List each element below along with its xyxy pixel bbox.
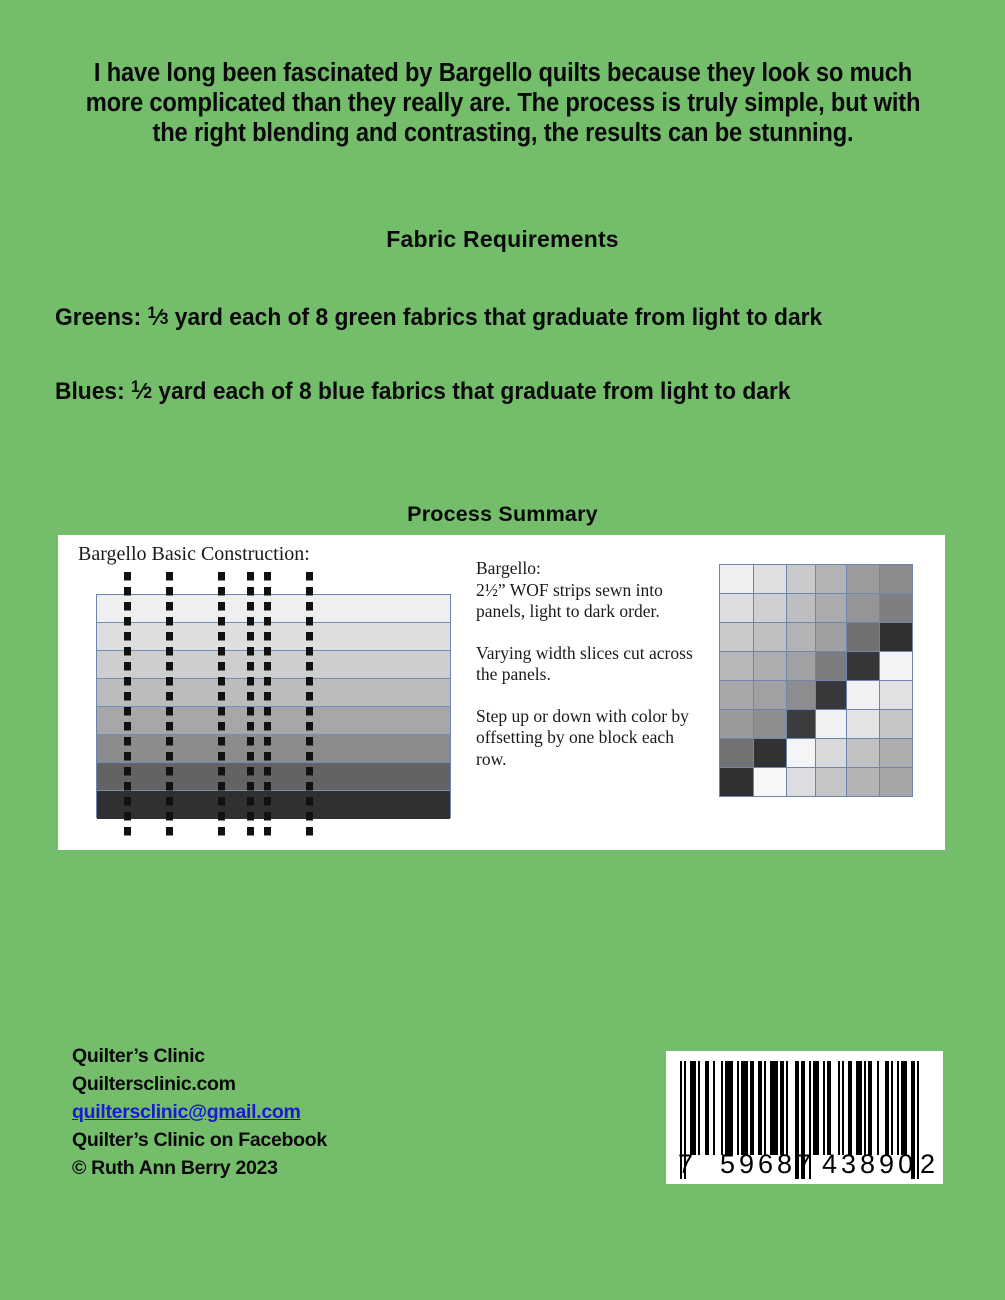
bargello-cell [754,710,786,738]
bargello-cell [880,594,912,622]
barcode-digit-right: 2 [920,1149,936,1179]
bargello-cell [816,652,846,680]
bargello-cell [880,652,912,680]
bargello-cell [787,710,815,738]
footer-facebook: Quilter’s Clinic on Facebook [72,1129,327,1151]
bargello-cell [847,565,879,593]
instruction-paragraph: Bargello: 2½” WOF strips sewn into panels, light to dark order. [476,558,663,621]
fraction-denominator: 2 [143,384,152,403]
requirement-greens-text: yard each of 8 green fabrics that graduate from light to dark [174,303,823,331]
cut-line [166,572,173,840]
strip-band [97,735,450,763]
barcode-digits [674,1149,936,1179]
intro-paragraph: I have long been fascinated by Bargello quilts because they look so much more complicated than they really are. The process is truly simple, but with the right blending and contrasting, the results can be stunning. [85,59,921,147]
requirement-greens [55,296,910,337]
instruction-paragraph: Varying width slices cut across the panels. [476,642,693,684]
bargello-cell [720,565,753,593]
fraction-slash: ⁄ [139,377,144,404]
strip-band [97,623,450,651]
bargello-cell [754,681,786,709]
requirement-blues [55,370,910,411]
bargello-cell [787,739,815,767]
bargello-cell [754,594,786,622]
bargello-cell [787,623,815,651]
bargello-cell [880,739,912,767]
barcode-digit-group-2: 43890 [822,1149,918,1179]
bargello-cell [816,565,846,593]
fraction-numerator: 1 [131,378,140,396]
bargello-cell [880,623,912,651]
fraction-denominator: 3 [159,310,169,329]
footer-contact-block [72,1042,327,1182]
bargello-cell [847,623,879,651]
bargello-cell [787,652,815,680]
bargello-cell [816,710,846,738]
bargello-cell [880,768,912,796]
cut-line [124,572,131,840]
bargello-cell [880,565,912,593]
requirement-blues-text: yard each of 8 blue fabrics that graduate from light to dark [158,377,791,405]
fraction-numerator: 1 [147,304,157,322]
instructions-text [476,558,706,770]
bargello-cell [816,681,846,709]
bargello-cell [754,768,786,796]
bargello-cell [847,768,879,796]
bargello-cell [816,594,846,622]
barcode-bars [680,1061,930,1155]
requirement-greens-label: Greens: [55,303,142,331]
footer-copyright: © Ruth Ann Berry 2023 [72,1157,278,1179]
bargello-cell [720,652,753,680]
bargello-cell [720,710,753,738]
process-summary-heading: Process Summary [407,502,598,526]
strip-band [97,791,450,819]
bargello-cell [787,565,815,593]
cut-line [247,572,254,840]
bargello-cell [787,681,815,709]
bargello-cell [720,739,753,767]
strip-band [97,651,450,679]
strip-band [97,595,450,623]
barcode-bar [725,1061,733,1155]
bargello-cell [787,768,815,796]
bargello-cell [720,623,753,651]
bargello-cell [847,710,879,738]
bargello-cell [847,652,879,680]
cut-line [264,572,271,840]
bargello-cell [787,594,815,622]
bargello-cell [754,565,786,593]
diagram-title: Bargello Basic Construction: [78,543,310,565]
bargello-cell [816,623,846,651]
strip-band [97,679,450,707]
bargello-cell [880,710,912,738]
bargello-cell [880,681,912,709]
bargello-cell [754,652,786,680]
footer-website: Quiltersclinic.com [72,1073,236,1095]
bargello-grid-diagram [719,564,913,797]
instruction-paragraph: Step up or down with color by offsetting by one block each row. [476,705,689,769]
bargello-cell [847,739,879,767]
requirement-blues-fraction [131,378,152,404]
cut-line [218,572,225,840]
bargello-cell [720,594,753,622]
requirement-blues-label: Blues: [55,377,125,405]
bargello-cell [847,681,879,709]
bargello-cell [816,739,846,767]
barcode-digit-group-1: 59687 [720,1149,816,1179]
footer-business-name: Quilter’s Clinic [72,1045,205,1067]
barcode-digit-left: 7 [678,1149,694,1179]
bargello-cell [847,594,879,622]
bargello-cell [816,768,846,796]
requirement-greens-fraction [148,304,169,330]
barcode-bar [770,1061,778,1155]
bargello-cell [754,623,786,651]
strip-band [97,763,450,791]
strip-panel-diagram [96,594,451,818]
bargello-cell [720,768,753,796]
fabric-requirements-heading: Fabric Requirements [386,226,619,252]
fraction-slash: ⁄ [156,303,160,330]
barcode [666,1051,943,1184]
process-summary-card [58,535,945,850]
bargello-cell [754,739,786,767]
cut-line [306,572,313,840]
footer-email-link[interactable]: quiltersclinic@gmail.com [72,1101,301,1123]
bargello-cell [720,681,753,709]
strip-band [97,707,450,735]
